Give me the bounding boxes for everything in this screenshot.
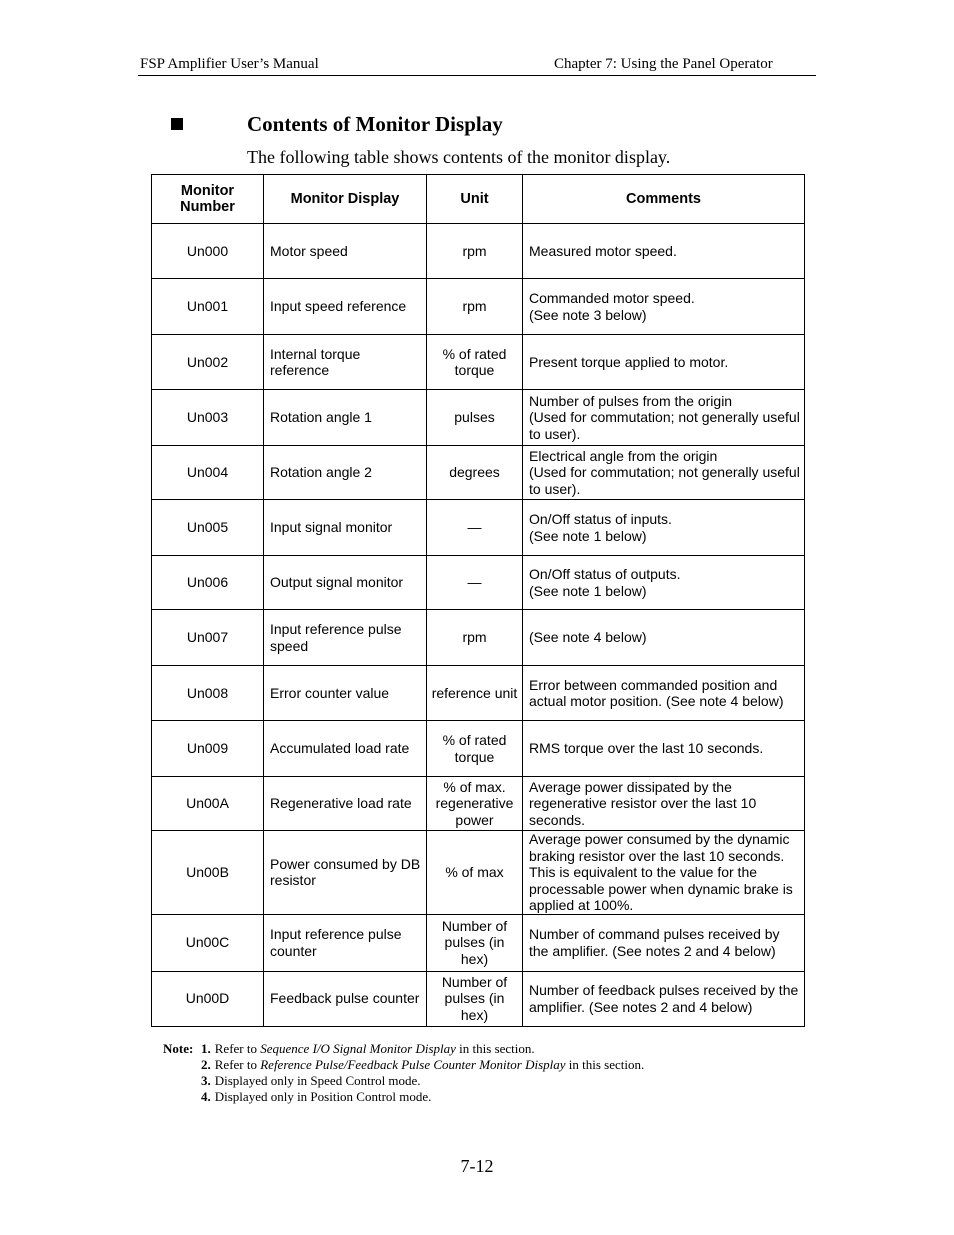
- unit-cell: Number of pulses (in hex): [427, 971, 523, 1026]
- monitor-number-cell: Un006: [152, 556, 264, 610]
- monitor-display-cell: Motor speed: [264, 224, 427, 279]
- header-divider: [138, 75, 816, 76]
- comments-cell: Average power dissipated by the regenerative resistor over the last 10 seconds.: [523, 777, 805, 831]
- monitor-display-cell: Power consumed by DB resistor: [264, 831, 427, 915]
- monitor-display-cell: Input reference pulse counter: [264, 914, 427, 971]
- monitor-number-cell: Un002: [152, 335, 264, 390]
- section-title: Contents of Monitor Display: [247, 112, 503, 136]
- table-row: [152, 721, 805, 777]
- header-manual-title: FSP Amplifier User’s Manual: [140, 56, 319, 72]
- section-intro: The following table shows contents of the monitor display.: [247, 147, 671, 167]
- note-item: [163, 1057, 644, 1073]
- monitor-display-cell: Feedback pulse counter: [264, 971, 427, 1026]
- monitor-display-cell: Internal torque reference: [264, 335, 427, 390]
- monitor-display-cell: Regenerative load rate: [264, 777, 427, 831]
- comments-cell: Error between commanded position and actual motor position. (See note 4 below): [523, 666, 805, 721]
- monitor-number-cell: Un007: [152, 610, 264, 666]
- header-monitor-display: Monitor Display: [264, 175, 427, 224]
- table-row: [152, 831, 805, 915]
- comments-cell: Electrical angle from the origin (Used for commutation; not generally useful to user).: [523, 446, 805, 500]
- monitor-number-cell: Un005: [152, 500, 264, 556]
- monitor-display-cell: Error counter value: [264, 666, 427, 721]
- monitor-number-cell: Un001: [152, 279, 264, 335]
- note-text: Displayed only in Speed Control mode.: [214, 1073, 421, 1088]
- table-row: [152, 335, 805, 390]
- table-row: [152, 500, 805, 556]
- page-number: 7-12: [460, 1156, 494, 1176]
- table-row: [152, 279, 805, 335]
- header-monitor-number: Monitor Number: [152, 175, 264, 224]
- comments-cell: On/Off status of inputs. (See note 1 below): [523, 500, 805, 556]
- unit-cell: —: [427, 556, 523, 610]
- note-text: Displayed only in Position Control mode.: [214, 1089, 432, 1104]
- monitor-number-cell: Un00A: [152, 777, 264, 831]
- table-row: [152, 777, 805, 831]
- monitor-number-cell: Un004: [152, 446, 264, 500]
- note-item: [163, 1089, 644, 1105]
- monitor-display-cell: Output signal monitor: [264, 556, 427, 610]
- note-text: Refer to Reference Pulse/Feedback Pulse Counter Monitor Display in this section.: [214, 1057, 645, 1072]
- table-row: [152, 666, 805, 721]
- monitor-display-table: [151, 174, 805, 1027]
- comments-cell: Number of feedback pulses received by the amplifier. (See notes 2 and 4 below): [523, 971, 805, 1026]
- table-header-row: [152, 175, 805, 224]
- monitor-number-cell: Un000: [152, 224, 264, 279]
- comments-cell: Number of pulses from the origin (Used for commutation; not generally useful to user).: [523, 390, 805, 446]
- comments-cell: Measured motor speed.: [523, 224, 805, 279]
- unit-cell: % of max. regenerative power: [427, 777, 523, 831]
- notes-section: [163, 1041, 644, 1105]
- unit-cell: reference unit: [427, 666, 523, 721]
- comments-cell: (See note 4 below): [523, 610, 805, 666]
- unit-cell: % of max: [427, 831, 523, 915]
- note-item: [163, 1073, 644, 1089]
- unit-cell: Number of pulses (in hex): [427, 914, 523, 971]
- note-item: [163, 1041, 644, 1057]
- table-row: [152, 446, 805, 500]
- monitor-number-cell: Un00D: [152, 971, 264, 1026]
- unit-cell: rpm: [427, 279, 523, 335]
- unit-cell: —: [427, 500, 523, 556]
- comments-cell: On/Off status of outputs. (See note 1 below): [523, 556, 805, 610]
- monitor-display-cell: Accumulated load rate: [264, 721, 427, 777]
- note-number: 2.: [201, 1057, 211, 1072]
- unit-cell: % of rated torque: [427, 335, 523, 390]
- header-chapter-title: Chapter 7: Using the Panel Operator: [554, 56, 773, 72]
- unit-cell: % of rated torque: [427, 721, 523, 777]
- monitor-number-cell: Un00B: [152, 831, 264, 915]
- monitor-number-cell: Un008: [152, 666, 264, 721]
- comments-cell: Average power consumed by the dynamic braking resistor over the last 10 seconds. This is equivalent to the value for the processable power when dynamic brake is applied at 100%.: [523, 831, 805, 915]
- monitor-number-cell: Un00C: [152, 914, 264, 971]
- comments-cell: Commanded motor speed. (See note 3 below): [523, 279, 805, 335]
- unit-cell: degrees: [427, 446, 523, 500]
- monitor-display-cell: Input signal monitor: [264, 500, 427, 556]
- note-text: Refer to Sequence I/O Signal Monitor Display in this section.: [214, 1041, 535, 1056]
- monitor-number-cell: Un003: [152, 390, 264, 446]
- comments-cell: Number of command pulses received by the amplifier. (See notes 2 and 4 below): [523, 914, 805, 971]
- unit-cell: pulses: [427, 390, 523, 446]
- table-row: [152, 971, 805, 1026]
- monitor-display-cell: Rotation angle 2: [264, 446, 427, 500]
- table-row: [152, 556, 805, 610]
- monitor-display-cell: Input speed reference: [264, 279, 427, 335]
- table-row: [152, 914, 805, 971]
- header-unit: Unit: [427, 175, 523, 224]
- square-bullet-icon: [171, 118, 183, 130]
- comments-cell: Present torque applied to motor.: [523, 335, 805, 390]
- comments-cell: RMS torque over the last 10 seconds.: [523, 721, 805, 777]
- monitor-display-cell: Input reference pulse speed: [264, 610, 427, 666]
- unit-cell: rpm: [427, 224, 523, 279]
- note-number: 3.: [201, 1073, 211, 1088]
- unit-cell: rpm: [427, 610, 523, 666]
- monitor-display-cell: Rotation angle 1: [264, 390, 427, 446]
- note-number: 1.: [201, 1041, 211, 1056]
- header-comments: Comments: [523, 175, 805, 224]
- table-row: [152, 610, 805, 666]
- table-row: [152, 224, 805, 279]
- monitor-number-cell: Un009: [152, 721, 264, 777]
- note-number: 4.: [201, 1089, 211, 1104]
- notes-label: Note:: [163, 1041, 194, 1056]
- table-row: [152, 390, 805, 446]
